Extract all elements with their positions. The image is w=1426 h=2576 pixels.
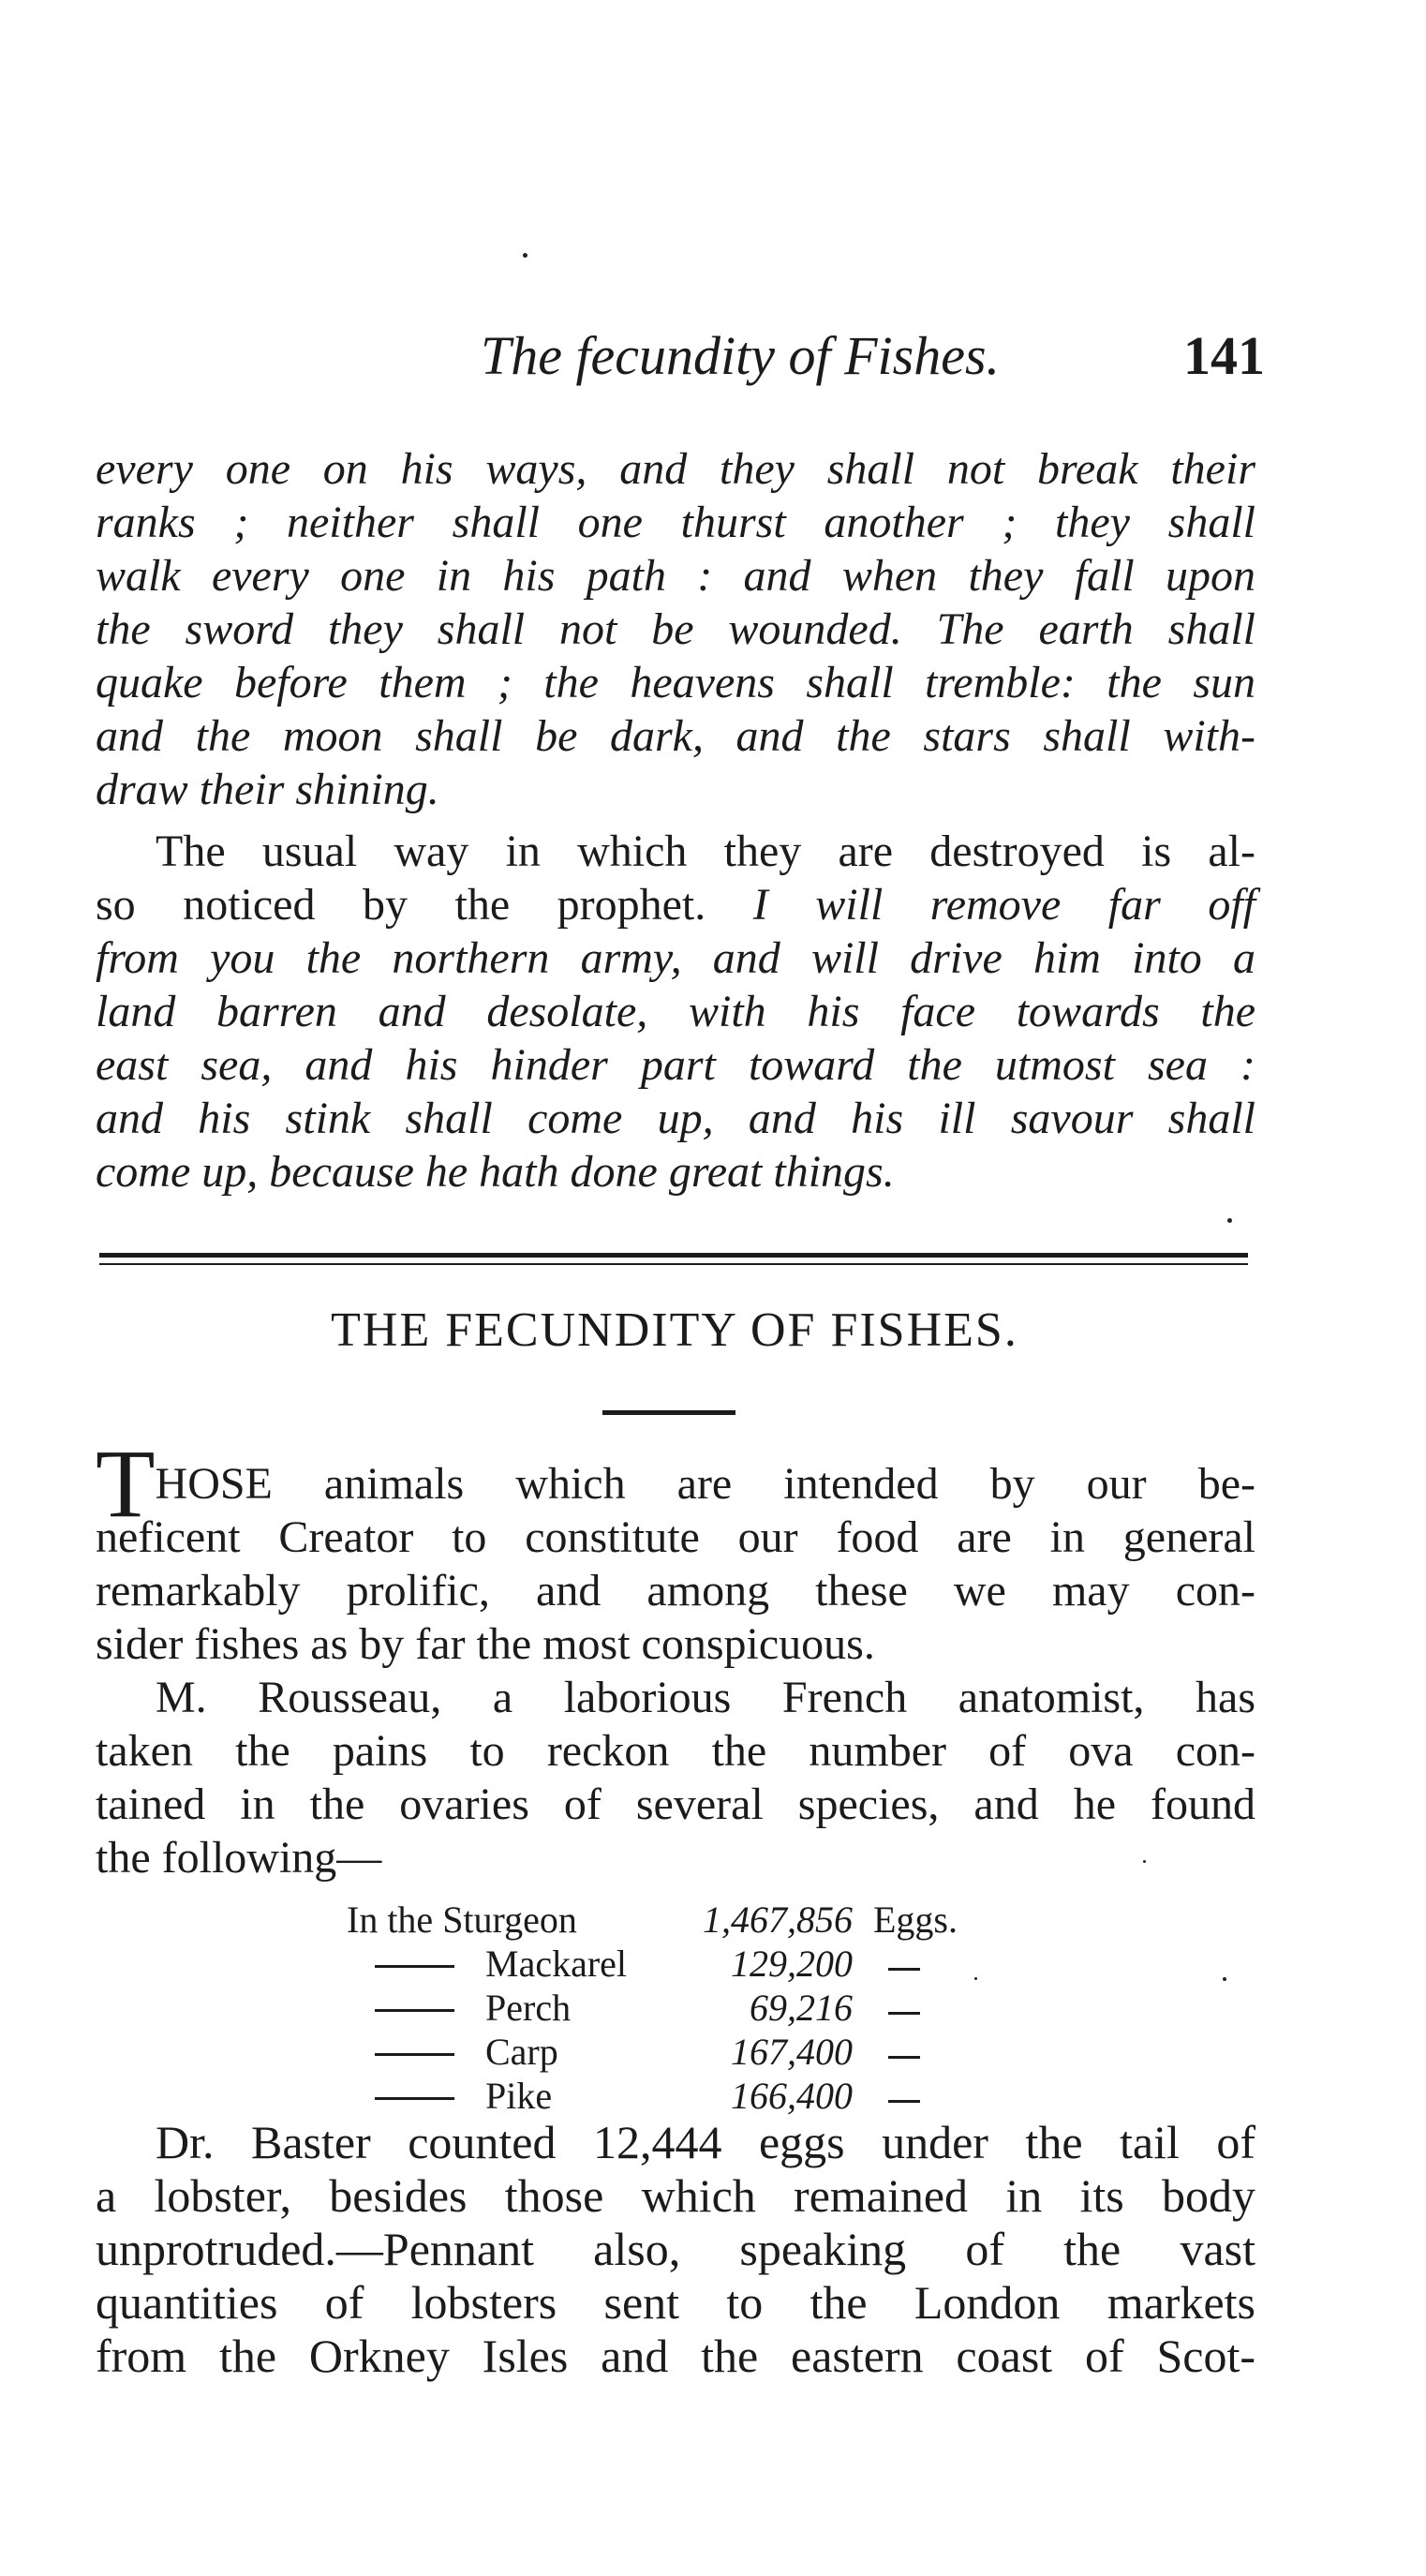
fish-name: Perch — [485, 1987, 572, 2029]
text-line: land barren and desolate, with his face towards the — [96, 987, 1255, 1036]
text-line: and the moon shall be dark, and the stars shall with- — [96, 711, 1255, 761]
text-line: M. Rousseau, a laborious French anatomist, has — [156, 1673, 1255, 1722]
table-cell-count: 129,200 — [731, 1943, 853, 1985]
paragraph-intro — [96, 1430, 1255, 1884]
text-line: quantities of lobsters sent to the London markets — [96, 2276, 1255, 2329]
text-line: come up, because he hath done great things. — [96, 1147, 895, 1197]
article-heading: THE FECUNDITY OF FISHES. — [331, 1303, 1018, 1357]
heading-rule — [602, 1410, 735, 1415]
ditto-dash — [375, 1965, 454, 1968]
running-head — [94, 323, 1265, 389]
text-line: the following— — [96, 1833, 382, 1883]
first-line-text: HOSE animals which are intended by our be- — [155, 1459, 1255, 1509]
table-cell-count: 69,216 — [750, 1987, 853, 2029]
table-prefix: In the — [347, 1898, 434, 1941]
text-line: and his stink shall come up, and his ill savour shall — [96, 1094, 1255, 1143]
text-line: unprotruded.—Pennant also, speaking of the vast — [96, 2223, 1255, 2275]
table-row — [347, 1986, 1003, 2030]
ditto-dash — [375, 2097, 454, 2100]
quote-continuation — [96, 442, 1255, 816]
table-cell-name — [347, 1898, 577, 1942]
table-cell-count: 166,400 — [731, 2075, 853, 2117]
text-line: neficent Creator to constitute our food are in general — [96, 1512, 1255, 1562]
ditto-mark — [888, 2100, 920, 2103]
table-cell-count: 167,400 — [731, 2031, 853, 2073]
table-row — [347, 2074, 1003, 2118]
ditto-mark — [888, 2012, 920, 2015]
fish-name: Carp — [485, 2031, 558, 2073]
divider-thick-rule — [99, 1253, 1248, 1258]
paragraph-prophet — [96, 825, 1255, 1199]
roman-text: The usual way in which they are destroyed is al- — [156, 826, 1255, 876]
roman-text: so noticed by the prophet. — [96, 880, 753, 930]
text-line — [96, 825, 1255, 878]
drop-letter: T — [96, 1430, 156, 1538]
divider-thin-rule — [99, 1263, 1248, 1265]
table-cell-unit: Eggs. — [873, 1898, 958, 1941]
text-line: tained in the ovaries of several species, and he found — [96, 1779, 1255, 1829]
page-number: 141 — [1183, 325, 1265, 386]
text-line: every one on his ways, and they shall not break their — [96, 444, 1255, 494]
text-line: draw their shining. — [96, 765, 439, 814]
fish-name: Mackarel — [485, 1943, 628, 1985]
text-line: remarkably prolific, and among these we may con- — [96, 1566, 1255, 1616]
ink-speck — [523, 253, 527, 258]
italic-text: I will remove far off — [752, 880, 1255, 930]
text-line: taken the pains to reckon the number of ova con- — [96, 1726, 1255, 1776]
ink-speck — [1223, 1977, 1226, 1981]
section-divider — [99, 1253, 1248, 1270]
running-title: The fecundity of Fishes. — [480, 325, 1001, 386]
table-row — [347, 2030, 1003, 2074]
fish-name: Sturgeon — [442, 1898, 577, 1941]
ditto-dash — [375, 2009, 454, 2012]
text-line — [96, 878, 1255, 931]
ditto-mark — [888, 2056, 920, 2059]
table-row — [347, 1898, 1003, 1942]
paragraph-lobster — [96, 2116, 1255, 2383]
table-row — [347, 1942, 1003, 1986]
text-line: the sword they shall not be wounded. The earth shall — [96, 604, 1255, 654]
text-line: Dr. Baster counted 12,444 eggs under the tail of — [156, 2116, 1255, 2168]
text-line: east sea, and his hinder part toward the utmost sea : — [96, 1040, 1255, 1090]
egg-count-table — [347, 1898, 1003, 2118]
table-cell-count: 1,467,856 — [703, 1898, 853, 1941]
text-line: from the Orkney Isles and the eastern coast of Scot- — [96, 2330, 1255, 2382]
text-line: ranks ; neither shall one thurst another ; they shall — [96, 498, 1255, 547]
ditto-dash — [375, 2053, 454, 2056]
text-line: from you the northern army, and will drive him into a — [96, 933, 1255, 983]
text-line: quake before them ; the heavens shall tremble: the sun — [96, 658, 1255, 707]
ink-speck — [1227, 1218, 1232, 1223]
text-line: sider fishes as by far the most conspicuous. — [96, 1619, 875, 1669]
text-line: a lobster, besides those which remained in its body — [96, 2169, 1255, 2222]
fish-name: Pike — [485, 2075, 553, 2117]
ditto-mark — [888, 1968, 920, 1971]
text-line: walk every one in his path : and when they fall upon — [96, 551, 1255, 601]
